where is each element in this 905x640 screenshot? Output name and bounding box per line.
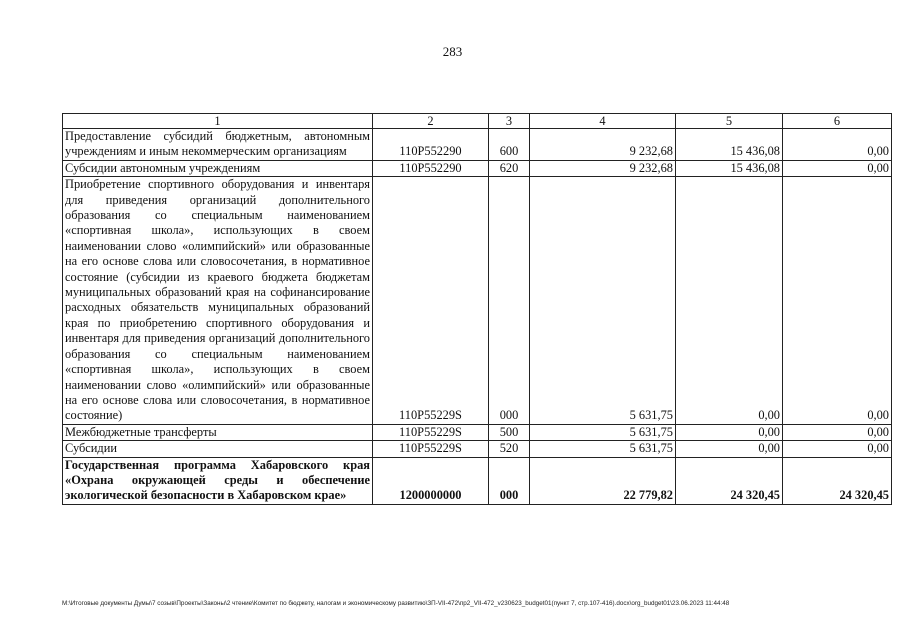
row-name: Субсидии [63, 441, 373, 457]
row-value-3: 0,00 [783, 177, 892, 425]
row-type: 000 [489, 457, 530, 504]
row-name: Субсидии автономным учреждениям [63, 160, 373, 176]
table-header-row [63, 114, 892, 129]
row-value-2: 0,00 [676, 177, 783, 425]
row-code: 110P55229S [373, 441, 489, 457]
row-code: 110P552290 [373, 129, 489, 161]
row-value-2: 0,00 [676, 441, 783, 457]
row-value-2: 0,00 [676, 424, 783, 440]
row-value-3: 0,00 [783, 441, 892, 457]
row-code: 110P55229S [373, 177, 489, 425]
row-name: Предоставление субсидий бюджетным, автономным учреждениям и иным некоммерческим организациям [63, 129, 373, 161]
column-header-4: 4 [530, 114, 676, 129]
row-value-2: 15 436,08 [676, 160, 783, 176]
row-type: 500 [489, 424, 530, 440]
table-row [63, 424, 892, 440]
row-value-3: 0,00 [783, 160, 892, 176]
row-value-1: 22 779,82 [530, 457, 676, 504]
row-code: 110P55229S [373, 424, 489, 440]
column-header-5: 5 [676, 114, 783, 129]
row-type: 520 [489, 441, 530, 457]
row-value-1: 5 631,75 [530, 177, 676, 425]
row-type: 620 [489, 160, 530, 176]
row-value-3: 0,00 [783, 424, 892, 440]
column-header-1: 1 [63, 114, 373, 129]
column-header-2: 2 [373, 114, 489, 129]
column-header-6: 6 [783, 114, 892, 129]
row-value-1: 9 232,68 [530, 129, 676, 161]
row-value-2: 15 436,08 [676, 129, 783, 161]
row-value-1: 9 232,68 [530, 160, 676, 176]
row-value-1: 5 631,75 [530, 441, 676, 457]
row-name: Приобретение спортивного оборудования и инвентаря для приведения организаций дополнительного образования со специальным наименованием «спортивная школа», использующих в своем наименовании слово «олимпийский» или образованные на его основе слова или словосочетания, в нормативное состояние (субсидии из краевого бюджета бюджетам муниципальных образований края на софинансирование расходных обязательств муниципальных образований края по приобретению спортивного оборудования и инвентаря для приведения организаций дополнительного образования со специальным наименованием «спортивная школа», использующих в своем наименовании слово «олимпийский» или образованные на его основе слова или словосочетания, в нормативное состояние) [63, 177, 373, 425]
page-number: 283 [442, 44, 463, 59]
table-row [63, 129, 892, 161]
row-value-2: 24 320,45 [676, 457, 783, 504]
footer-file-path: M:\Итоговые документы Думы\7 созыв\Проекты\Законы\2 чтение\Комитет по бюджету, налогам и экономическому развитию\ЗП-VII-472\пр2_VII-472_v230623_budget01(пункт 7, стр.107-416).docx\org_budget01\23.06.2023 11:44:48 [62, 600, 730, 607]
row-value-3: 24 320,45 [783, 457, 892, 504]
row-code: 110P552290 [373, 160, 489, 176]
row-code: 1200000000 [373, 457, 489, 504]
budget-table [62, 113, 892, 505]
table-row [63, 160, 892, 176]
row-name: Государственная программа Хабаровского края «Охрана окружающей среды и обеспечение экологической безопасности в Хабаровском крае» [63, 457, 373, 504]
table-row-program-total [63, 457, 892, 504]
column-header-3: 3 [489, 114, 530, 129]
row-type: 000 [489, 177, 530, 425]
row-value-1: 5 631,75 [530, 424, 676, 440]
table-row [63, 441, 892, 457]
table-row [63, 177, 892, 425]
row-name: Межбюджетные трансферты [63, 424, 373, 440]
row-value-3: 0,00 [783, 129, 892, 161]
row-type: 600 [489, 129, 530, 161]
